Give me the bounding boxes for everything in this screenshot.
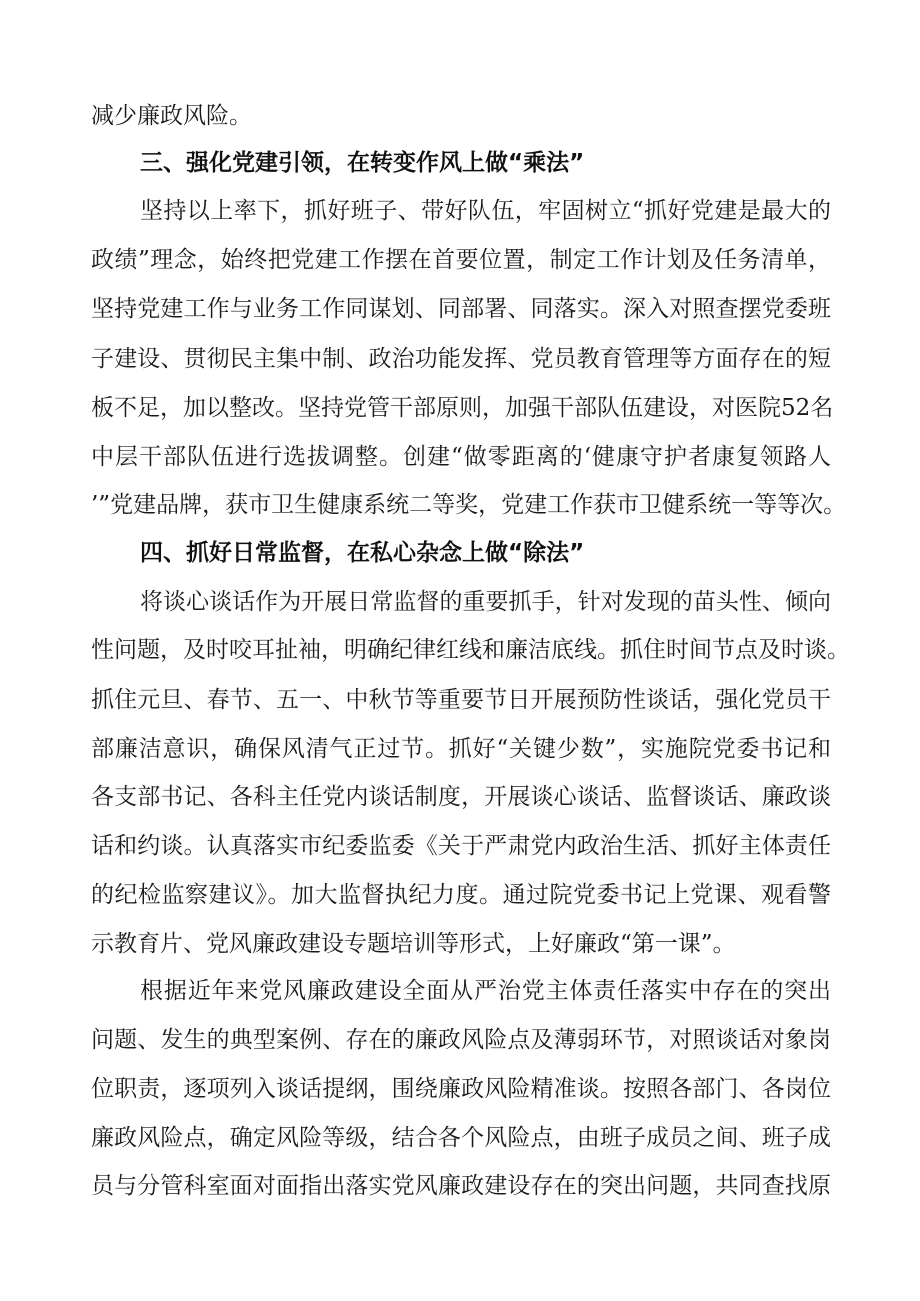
paragraph-line: 抓住元旦、春节、五一、中秋节等重要节日开展预防性谈话，强化党员干 xyxy=(91,687,831,713)
paragraph-line: 根据近年来党风廉政建设全面从严治党主体责任落实中存在的突出 xyxy=(140,978,831,1004)
paragraph-line: 减少廉政风险。 xyxy=(91,103,252,129)
paragraph-line: 政绩”理念，始终把党建工作摆在首要位置，制定工作计划及任务清单， xyxy=(91,247,831,273)
paragraph-line: 性问题，及时咬耳扯袖，明确纪律红线和廉洁底线。抓住时间节点及时谈。 xyxy=(91,637,850,663)
paragraph-line: 示教育片、党风廉政建设专题培训等形式，上好廉政“第一课”。 xyxy=(91,931,736,957)
paragraph-line: 中层干部队伍进行选拔调整。创建“做零距离的‘健康守护者康复领路人 xyxy=(91,444,831,470)
paragraph-line: 员与分管科室面对面指出落实党风廉政建设存在的突出问题，共同查找原 xyxy=(91,1173,831,1199)
paragraph-line: 部廉洁意识，确保风清气正过节。抓好“关键少数”，实施院党委书记和 xyxy=(91,736,831,762)
section-heading-3: 三、强化党建引领，在转变作风上做“乘法” xyxy=(140,150,585,176)
paragraph-line: 板不足，加以整改。坚持党管干部原则，加强干部队伍建设，对医院52名 xyxy=(91,395,834,421)
section-heading-4: 四、抓好日常监督，在私心杂念上做“除法” xyxy=(140,540,585,566)
paragraph-line: 将谈心谈话作为开展日常监督的重要抓手，针对发现的苗头性、倾向 xyxy=(140,589,831,615)
paragraph-line: 位职责，逐项列入谈话提纲，围绕廉政风险精准谈。按照各部门、各岗位 xyxy=(91,1076,831,1102)
paragraph-line: 各支部书记、各科主任党内谈话制度，开展谈心谈话、监督谈话、廉政谈 xyxy=(91,784,831,810)
paragraph-line: 问题、发生的典型案例、存在的廉政风险点及薄弱环节，对照谈话对象岗 xyxy=(91,1027,831,1053)
paragraph-line: 话和约谈。认真落实市纪委监委《关于严肃党内政治生活、抓好主体责任 xyxy=(91,833,831,859)
paragraph-line: 坚持党建工作与业务工作同谋划、同部署、同落实。深入对照查摆党委班 xyxy=(91,296,831,322)
paragraph-line: ’”党建品牌，获市卫生健康系统二等奖，党建工作获市卫健系统一等等次。 xyxy=(91,492,847,518)
paragraph-line: 的纪检监察建议》。加大监督执纪力度。通过院党委书记上党课、观看警 xyxy=(91,882,831,908)
paragraph-line: 坚持以上率下，抓好班子、带好队伍，牢固树立“抓好党建是最大的 xyxy=(140,198,831,224)
paragraph-line: 子建设、贯彻民主集中制、政治功能发挥、党员教育管理等方面存在的短 xyxy=(91,346,831,372)
paragraph-line: 廉政风险点，确定风险等级，结合各个风险点，由班子成员之间、班子成 xyxy=(91,1125,831,1151)
